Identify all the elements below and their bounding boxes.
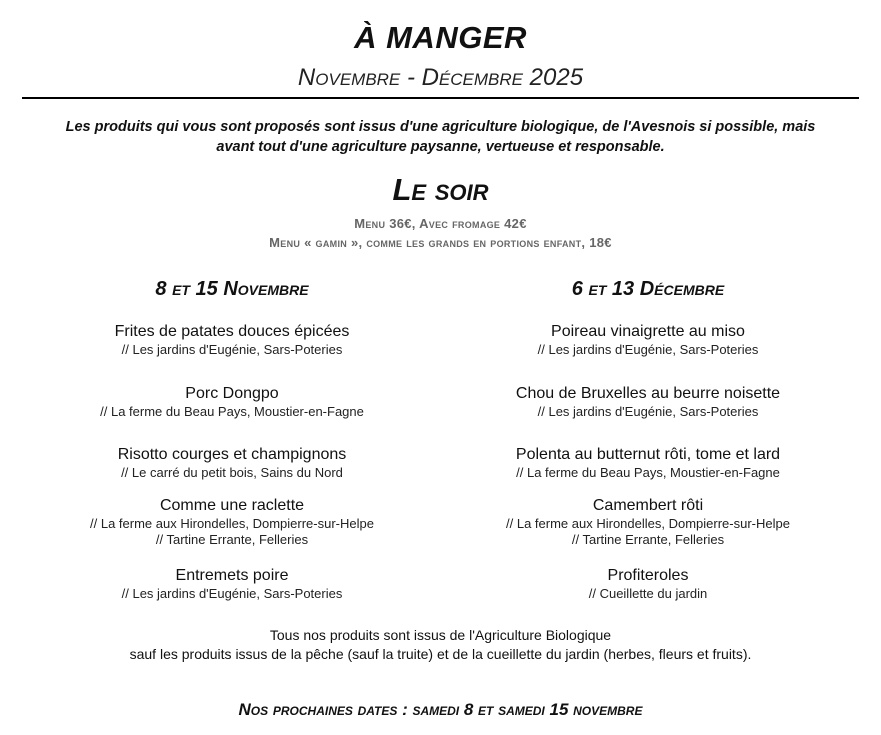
dish-name: Comme une raclette bbox=[159, 497, 305, 514]
dish-source: // Les jardins d'Eugénie, Sars-Poteries bbox=[537, 342, 759, 357]
dish-item bbox=[22, 566, 442, 602]
dish-item bbox=[22, 496, 442, 548]
dish-name: Risotto courges et champignons bbox=[117, 446, 347, 463]
menu-price: Menu 36€, Avec fromage 42€ bbox=[354, 216, 527, 231]
dish-source: // La ferme du Beau Pays, Moustier-en-Fagne bbox=[516, 465, 780, 480]
next-dates: Nos prochaines dates : samedi 8 et samedi 15 novembre bbox=[238, 700, 643, 719]
dish-source: // Tartine Errante, Felleries bbox=[571, 532, 725, 547]
menu-kids-price: Menu « gamin », comme les grands en portions enfant, 18€ bbox=[269, 235, 612, 250]
dish-item bbox=[438, 496, 858, 548]
dish-name: Poireau vinaigrette au miso bbox=[551, 323, 745, 340]
dish-item bbox=[438, 566, 858, 602]
page-title: À MANGER bbox=[354, 20, 527, 55]
dish-item bbox=[438, 322, 858, 358]
dish-item bbox=[22, 384, 442, 420]
section-title: Le soir bbox=[392, 172, 489, 207]
dish-name: Camembert rôti bbox=[592, 497, 704, 514]
page-subtitle: Novembre - Décembre 2025 bbox=[297, 64, 584, 91]
dish-name: Profiteroles bbox=[607, 567, 689, 584]
dish-name: Polenta au butternut rôti, tome et lard bbox=[515, 446, 781, 463]
dish-item bbox=[438, 445, 858, 481]
dish-source: // Les jardins d'Eugénie, Sars-Poteries bbox=[121, 586, 343, 601]
dish-source: // Cueillette du jardin bbox=[588, 586, 708, 601]
dish-item bbox=[22, 445, 442, 481]
dish-item bbox=[22, 322, 442, 358]
intro-line-2: avant tout d'une agriculture paysanne, vertueuse et responsable. bbox=[216, 139, 665, 155]
dish-name: Entremets poire bbox=[175, 567, 289, 584]
right-column-heading: 6 et 13 Décembre bbox=[571, 278, 725, 300]
left-column-heading: 8 et 15 Novembre bbox=[155, 278, 309, 300]
right-menu-column bbox=[438, 274, 858, 601]
dish-source: // Tartine Errante, Felleries bbox=[155, 532, 309, 547]
organic-notice-line-2: sauf les produits issus de la pêche (sauf la truite) et de la cueillette du jardin (herbes, fleurs et fruits). bbox=[129, 646, 752, 662]
dish-source: // Les jardins d'Eugénie, Sars-Poteries bbox=[537, 404, 759, 419]
dish-source: // La ferme aux Hirondelles, Dompierre-sur-Helpe bbox=[90, 516, 374, 531]
dish-source: // La ferme du Beau Pays, Moustier-en-Fagne bbox=[100, 404, 364, 419]
organic-notice-line-1: Tous nos produits sont issus de l'Agriculture Biologique bbox=[269, 627, 612, 643]
dish-name: Porc Dongpo bbox=[185, 385, 279, 402]
left-menu-column bbox=[22, 274, 442, 601]
dish-item bbox=[438, 384, 858, 420]
dish-source: // La ferme aux Hirondelles, Dompierre-sur-Helpe bbox=[506, 516, 790, 531]
dish-source: // Les jardins d'Eugénie, Sars-Poteries bbox=[121, 342, 343, 357]
organic-notice bbox=[0, 626, 881, 664]
header-divider bbox=[22, 97, 859, 99]
intro-line-1: Les produits qui vous sont proposés sont issus d'une agriculture biologique, de l'Avesnois si possible, mais bbox=[65, 119, 816, 135]
intro-text bbox=[20, 117, 861, 157]
dish-name: Chou de Bruxelles au beurre noisette bbox=[515, 385, 781, 402]
dish-name: Frites de patates douces épicées bbox=[114, 323, 350, 340]
dish-source: // Le carré du petit bois, Sains du Nord bbox=[121, 465, 343, 480]
